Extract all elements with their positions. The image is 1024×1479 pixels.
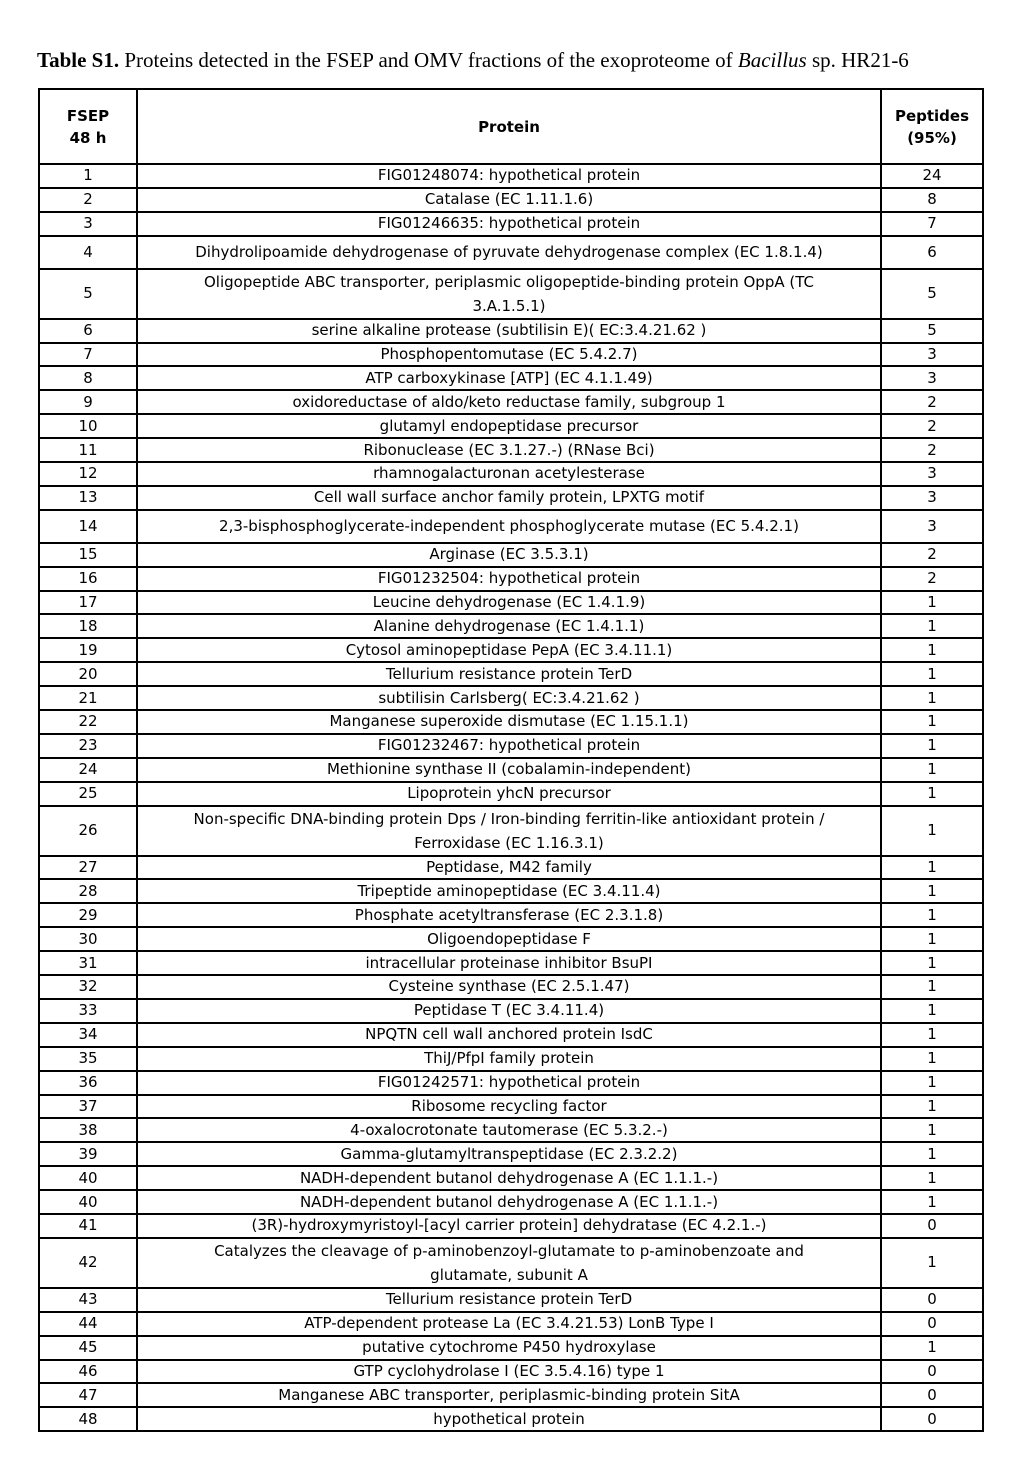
peptides-count-cell: 1: [881, 1238, 983, 1288]
peptides-count-cell: 3: [881, 486, 983, 510]
peptides-count-cell: 1: [881, 1047, 983, 1071]
table-row: [39, 1023, 983, 1047]
protein-name-cell: Phosphate acetyltransferase (EC 2.3.1.8): [137, 903, 881, 927]
row-id-cell: 11: [39, 438, 137, 462]
row-id-cell: 30: [39, 927, 137, 951]
table-caption: [37, 46, 997, 74]
peptides-count-cell: 24: [881, 164, 983, 188]
protein-name-cell: Cell wall surface anchor family protein, LPXTG motif: [137, 486, 881, 510]
row-id-cell: 26: [39, 806, 137, 856]
row-id-cell: 5: [39, 269, 137, 319]
table-row: [39, 614, 983, 638]
table-row: [39, 543, 983, 567]
peptides-count-cell: 5: [881, 319, 983, 343]
header-peptides-line1: Peptides: [894, 106, 970, 125]
table-row: [39, 188, 983, 212]
protein-name-cell: FIG01248074: hypothetical protein: [137, 164, 881, 188]
protein-name-cell: Lipoprotein yhcN precursor: [137, 782, 881, 806]
protein-name-cell: glutamyl endopeptidase precursor: [137, 414, 881, 438]
peptides-count-cell: 3: [881, 462, 983, 486]
table-row: [39, 1095, 983, 1119]
header-protein: Protein: [137, 89, 881, 164]
row-id-cell: 39: [39, 1142, 137, 1166]
row-id-cell: 34: [39, 1023, 137, 1047]
row-id-cell: 43: [39, 1288, 137, 1312]
protein-name-cell: subtilisin Carlsberg( EC:3.4.21.62 ): [137, 686, 881, 710]
protein-name-cell: Gamma-glutamyltranspeptidase (EC 2.3.2.2): [137, 1142, 881, 1166]
peptides-count-cell: 2: [881, 543, 983, 567]
peptides-count-cell: 1: [881, 1336, 983, 1360]
table-row: [39, 1336, 983, 1360]
row-id-cell: 40: [39, 1166, 137, 1190]
table-row: [39, 1360, 983, 1384]
row-id-cell: 1: [39, 164, 137, 188]
row-id-cell: 17: [39, 591, 137, 615]
table-row: [39, 782, 983, 806]
peptides-count-cell: 1: [881, 782, 983, 806]
table-row: [39, 999, 983, 1023]
peptides-count-cell: 1: [881, 1166, 983, 1190]
protein-name-cell: Manganese ABC transporter, periplasmic-binding protein SitA: [137, 1383, 881, 1407]
protein-name-cell: FIG01232504: hypothetical protein: [137, 567, 881, 591]
protein-name-cell: serine alkaline protease (subtilisin E)( EC:3.4.21.62 ): [137, 319, 881, 343]
row-id-cell: 33: [39, 999, 137, 1023]
row-id-cell: 16: [39, 567, 137, 591]
protein-name-cell: Ribonuclease (EC 3.1.27.-) (RNase Bci): [137, 438, 881, 462]
table-row: [39, 1166, 983, 1190]
table-row: [39, 462, 983, 486]
table-row: [39, 236, 983, 269]
table-row: [39, 567, 983, 591]
protein-table: [38, 88, 984, 1432]
table-row: [39, 662, 983, 686]
protein-name-cell: rhamnogalacturonan acetylesterase: [137, 462, 881, 486]
peptides-count-cell: 1: [881, 614, 983, 638]
peptides-count-cell: 1: [881, 856, 983, 880]
row-id-cell: 44: [39, 1312, 137, 1336]
peptides-count-cell: 0: [881, 1288, 983, 1312]
table-row: [39, 1383, 983, 1407]
peptides-count-cell: 1: [881, 734, 983, 758]
peptides-count-cell: 1: [881, 1190, 983, 1214]
row-id-cell: 21: [39, 686, 137, 710]
row-id-cell: 38: [39, 1118, 137, 1142]
row-id-cell: 15: [39, 543, 137, 567]
protein-name-cell: ThiJ/PfpI family protein: [137, 1047, 881, 1071]
row-id-cell: 6: [39, 319, 137, 343]
row-id-cell: 23: [39, 734, 137, 758]
peptides-count-cell: 1: [881, 710, 983, 734]
protein-name-cell: oxidoreductase of aldo/keto reductase family, subgroup 1: [137, 390, 881, 414]
table-row: [39, 366, 983, 390]
table-row: [39, 638, 983, 662]
row-id-cell: 24: [39, 758, 137, 782]
peptides-count-cell: 0: [881, 1383, 983, 1407]
protein-name-cell: Cytosol aminopeptidase PepA (EC 3.4.11.1): [137, 638, 881, 662]
protein-name-cell: Cysteine synthase (EC 2.5.1.47): [137, 975, 881, 999]
table-row: [39, 1071, 983, 1095]
row-id-cell: 25: [39, 782, 137, 806]
table-row: [39, 1288, 983, 1312]
protein-name-cell: 2,3-bisphosphoglycerate-independent phosphoglycerate mutase (EC 5.4.2.1): [137, 510, 881, 543]
table-row: [39, 734, 983, 758]
header-fsep: [39, 89, 137, 164]
row-id-cell: 14: [39, 510, 137, 543]
row-id-cell: 18: [39, 614, 137, 638]
peptides-count-cell: 3: [881, 366, 983, 390]
table-row: [39, 758, 983, 782]
table-row: [39, 319, 983, 343]
peptides-count-cell: 1: [881, 879, 983, 903]
table-row: [39, 975, 983, 999]
row-id-cell: 41: [39, 1214, 137, 1238]
peptides-count-cell: 1: [881, 1095, 983, 1119]
peptides-count-cell: 2: [881, 414, 983, 438]
peptides-count-cell: 1: [881, 686, 983, 710]
table-body: [39, 164, 983, 1431]
peptides-count-cell: 1: [881, 903, 983, 927]
peptides-count-cell: 2: [881, 567, 983, 591]
protein-name-cell: Catalase (EC 1.11.1.6): [137, 188, 881, 212]
table-row: [39, 951, 983, 975]
table-row: [39, 806, 983, 856]
row-id-cell: 29: [39, 903, 137, 927]
table-row: [39, 1190, 983, 1214]
protein-name-cell: Dihydrolipoamide dehydrogenase of pyruvate dehydrogenase complex (EC 1.8.1.4): [137, 236, 881, 269]
peptides-count-cell: 3: [881, 343, 983, 367]
row-id-cell: 42: [39, 1238, 137, 1288]
peptides-count-cell: 0: [881, 1312, 983, 1336]
protein-name-cell: Non-specific DNA-binding protein Dps / Iron-binding ferritin-like antioxidant protein / Ferroxidase (EC 1.16.3.1): [137, 806, 881, 856]
table-row: [39, 1214, 983, 1238]
protein-name-cell: 4-oxalocrotonate tautomerase (EC 5.3.2.-): [137, 1118, 881, 1142]
peptides-count-cell: 0: [881, 1407, 983, 1431]
row-id-cell: 9: [39, 390, 137, 414]
protein-name-cell: Alanine dehydrogenase (EC 1.4.1.1): [137, 614, 881, 638]
table-row: [39, 510, 983, 543]
header-row: [39, 89, 983, 164]
protein-name-cell: Peptidase T (EC 3.4.11.4): [137, 999, 881, 1023]
table-row: [39, 927, 983, 951]
row-id-cell: 7: [39, 343, 137, 367]
table-row: [39, 438, 983, 462]
table-row: [39, 414, 983, 438]
table-row: [39, 856, 983, 880]
header-fsep-line2: 48 h: [69, 128, 107, 147]
peptides-count-cell: 6: [881, 236, 983, 269]
row-id-cell: 31: [39, 951, 137, 975]
row-id-cell: 27: [39, 856, 137, 880]
protein-name-cell: Leucine dehydrogenase (EC 1.4.1.9): [137, 591, 881, 615]
row-id-cell: 10: [39, 414, 137, 438]
protein-name-cell: Oligopeptide ABC transporter, periplasmic oligopeptide-binding protein OppA (TC 3.A.1.5.1): [137, 269, 881, 319]
table-row: [39, 390, 983, 414]
row-id-cell: 45: [39, 1336, 137, 1360]
protein-name-cell: Tellurium resistance protein TerD: [137, 1288, 881, 1312]
peptides-count-cell: 2: [881, 438, 983, 462]
table-row: [39, 1047, 983, 1071]
row-id-cell: 13: [39, 486, 137, 510]
header-peptides: [881, 89, 983, 164]
peptides-count-cell: 0: [881, 1360, 983, 1384]
peptides-count-cell: 0: [881, 1214, 983, 1238]
peptides-count-cell: 1: [881, 1071, 983, 1095]
row-id-cell: 8: [39, 366, 137, 390]
peptides-count-cell: 8: [881, 188, 983, 212]
protein-name-cell: GTP cyclohydrolase I (EC 3.5.4.16) type 1: [137, 1360, 881, 1384]
table-row: [39, 1407, 983, 1431]
table-row: [39, 269, 983, 319]
row-id-cell: 20: [39, 662, 137, 686]
row-id-cell: 35: [39, 1047, 137, 1071]
protein-name-cell: FIG01246635: hypothetical protein: [137, 212, 881, 236]
table-row: [39, 879, 983, 903]
peptides-count-cell: 1: [881, 999, 983, 1023]
peptides-count-cell: 3: [881, 510, 983, 543]
row-id-cell: 48: [39, 1407, 137, 1431]
protein-name-cell: FIG01232467: hypothetical protein: [137, 734, 881, 758]
table-row: [39, 1142, 983, 1166]
protein-name-cell: intracellular proteinase inhibitor BsuPI: [137, 951, 881, 975]
protein-name-cell: Tripeptide aminopeptidase (EC 3.4.11.4): [137, 879, 881, 903]
table-row: [39, 710, 983, 734]
protein-name-cell: Catalyzes the cleavage of p-aminobenzoyl-glutamate to p-aminobenzoate and glutamate, subunit A: [137, 1238, 881, 1288]
peptides-count-cell: 7: [881, 212, 983, 236]
peptides-count-cell: 1: [881, 591, 983, 615]
table-row: [39, 164, 983, 188]
table-row: [39, 1238, 983, 1288]
row-id-cell: 3: [39, 212, 137, 236]
caption-text-before: Proteins detected in the FSEP and OMV fractions of the exoproteome of: [119, 48, 738, 72]
table-row: [39, 486, 983, 510]
table-row: [39, 903, 983, 927]
protein-name-cell: Arginase (EC 3.5.3.1): [137, 543, 881, 567]
peptides-count-cell: 1: [881, 1118, 983, 1142]
row-id-cell: 37: [39, 1095, 137, 1119]
peptides-count-cell: 1: [881, 1142, 983, 1166]
table-row: [39, 686, 983, 710]
table-row: [39, 343, 983, 367]
caption-label: Table S1.: [37, 48, 120, 72]
protein-name-cell: NADH-dependent butanol dehydrogenase A (EC 1.1.1.-): [137, 1166, 881, 1190]
caption-genus: Bacillus: [737, 48, 807, 72]
header-fsep-line1: FSEP: [66, 106, 110, 125]
row-id-cell: 46: [39, 1360, 137, 1384]
row-id-cell: 47: [39, 1383, 137, 1407]
protein-name-cell: putative cytochrome P450 hydroxylase: [137, 1336, 881, 1360]
peptides-count-cell: 1: [881, 975, 983, 999]
protein-name-cell: NADH-dependent butanol dehydrogenase A (EC 1.1.1.-): [137, 1190, 881, 1214]
protein-name-cell: Ribosome recycling factor: [137, 1095, 881, 1119]
row-id-cell: 19: [39, 638, 137, 662]
row-id-cell: 28: [39, 879, 137, 903]
row-id-cell: 12: [39, 462, 137, 486]
protein-name-cell: ATP carboxykinase [ATP] (EC 4.1.1.49): [137, 366, 881, 390]
row-id-cell: 2: [39, 188, 137, 212]
protein-name-cell: Methionine synthase II (cobalamin-independent): [137, 758, 881, 782]
peptides-count-cell: 1: [881, 927, 983, 951]
peptides-count-cell: 5: [881, 269, 983, 319]
protein-name-cell: FIG01242571: hypothetical protein: [137, 1071, 881, 1095]
peptides-count-cell: 2: [881, 390, 983, 414]
protein-name-cell: Peptidase, M42 family: [137, 856, 881, 880]
protein-name-cell: hypothetical protein: [137, 1407, 881, 1431]
protein-name-cell: Tellurium resistance protein TerD: [137, 662, 881, 686]
protein-name-cell: Manganese superoxide dismutase (EC 1.15.1.1): [137, 710, 881, 734]
table-row: [39, 1118, 983, 1142]
table-row: [39, 212, 983, 236]
protein-name-cell: Phosphopentomutase (EC 5.4.2.7): [137, 343, 881, 367]
peptides-count-cell: 1: [881, 806, 983, 856]
peptides-count-cell: 1: [881, 1023, 983, 1047]
protein-name-cell: (3R)-hydroxymyristoyl-[acyl carrier protein] dehydratase (EC 4.2.1.-): [137, 1214, 881, 1238]
peptides-count-cell: 1: [881, 758, 983, 782]
protein-name-cell: NPQTN cell wall anchored protein IsdC: [137, 1023, 881, 1047]
row-id-cell: 36: [39, 1071, 137, 1095]
row-id-cell: 4: [39, 236, 137, 269]
row-id-cell: 40: [39, 1190, 137, 1214]
protein-name-cell: Oligoendopeptidase F: [137, 927, 881, 951]
caption-text-after: sp. HR21-6: [806, 48, 909, 72]
peptides-count-cell: 1: [881, 638, 983, 662]
peptides-count-cell: 1: [881, 662, 983, 686]
peptides-count-cell: 1: [881, 951, 983, 975]
table-row: [39, 1312, 983, 1336]
table-row: [39, 591, 983, 615]
row-id-cell: 32: [39, 975, 137, 999]
row-id-cell: 22: [39, 710, 137, 734]
header-peptides-line2: (95%): [907, 128, 957, 147]
protein-name-cell: ATP-dependent protease La (EC 3.4.21.53) LonB Type I: [137, 1312, 881, 1336]
